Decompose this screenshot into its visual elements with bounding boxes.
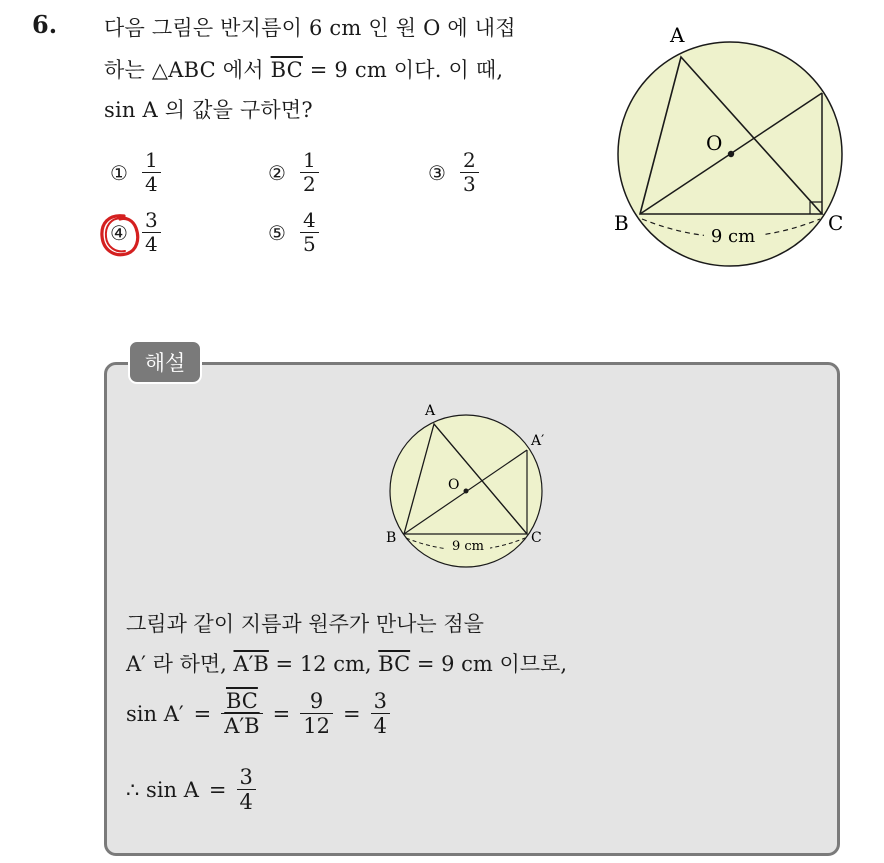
answer-circle-mark: [96, 210, 146, 262]
solution-equation-2: [126, 766, 256, 813]
solution-label-c: C: [531, 530, 542, 546]
question-line-1: 다음 그림은 반지름이 6 cm 인 원 O 에 내접: [104, 16, 516, 40]
solution-figure: [380, 400, 560, 575]
eq1-lhs: sin A′: [126, 701, 184, 726]
question-line-3: sin A 의 값을 구하면?: [104, 98, 313, 122]
label-b: B: [614, 211, 629, 235]
eq2-fraction: $\frac{3}{4}$: [237, 766, 256, 813]
equals-sign: =: [342, 701, 361, 726]
solution-label: 해설: [128, 340, 202, 384]
solution-label-o: O: [448, 477, 460, 493]
label-c: C: [828, 211, 844, 235]
choice-5[interactable]: [268, 210, 319, 255]
choice-fraction: $\frac{3}{4}$: [142, 210, 161, 255]
choice-mark: ②: [268, 160, 286, 185]
solution-line-2b: = 12 cm,: [268, 652, 379, 676]
solution-label-a: A: [425, 403, 436, 419]
question-line-2b: = 9 cm 이다. 이 때,: [302, 58, 504, 82]
choice-fraction: $\frac{2}{3}$: [460, 150, 479, 195]
choice-mark: ①: [110, 160, 128, 185]
choice-3[interactable]: [428, 150, 479, 195]
equals-sign: =: [208, 777, 227, 802]
choice-1[interactable]: [110, 150, 161, 195]
choice-mark: ③: [428, 160, 446, 185]
center-point: [728, 151, 734, 157]
segment-bc: $\overline{BC}$: [270, 58, 303, 82]
segment-bc: $\overline{BC}$: [378, 652, 411, 676]
equals-sign: =: [272, 701, 291, 726]
segment-a-prime-b: A′B: [233, 652, 269, 676]
choice-2[interactable]: [268, 150, 319, 195]
solution-length-label: 9 cm: [451, 539, 485, 554]
length-label: 9 cm: [710, 226, 756, 247]
solution-line-2c: = 9 cm 이므로,: [410, 652, 568, 676]
question-figure: [600, 20, 860, 280]
eq1-fraction-result: $\frac{3}{4}$: [371, 690, 390, 737]
choice-fraction: $\frac{1}{2}$: [300, 150, 319, 195]
solution-center-point: [464, 489, 469, 494]
choice-fraction: $\frac{1}{4}$: [142, 150, 161, 195]
label-o: O: [706, 131, 723, 155]
label-a: A: [670, 23, 685, 47]
equals-sign: =: [193, 701, 212, 726]
choice-mark: ⑤: [268, 220, 286, 245]
solution-line-2: [126, 648, 567, 678]
question-line-2a: 하는 △ABC 에서: [104, 58, 271, 82]
solution-label-b: B: [386, 530, 397, 546]
solution-label-a-prime: A′: [531, 433, 545, 449]
choice-mark: ④: [110, 220, 128, 245]
solution-line-1: 그림과 같이 지름과 원주가 만나는 점을: [126, 612, 484, 636]
question-number: 6.: [32, 10, 58, 39]
eq1-fraction-values: $\frac{9}{12}$: [300, 690, 333, 737]
solution-equation-1: [126, 690, 390, 737]
eq1-fraction-segments: $\frac{\overline{BC}}{A'B}$: [221, 690, 262, 737]
solution-line-2a: A′ 라 하면,: [126, 652, 234, 676]
eq2-lhs: ∴ sin A: [126, 777, 199, 802]
question-line-2: [104, 54, 503, 84]
choice-fraction: $\frac{4}{5}$: [300, 210, 319, 255]
